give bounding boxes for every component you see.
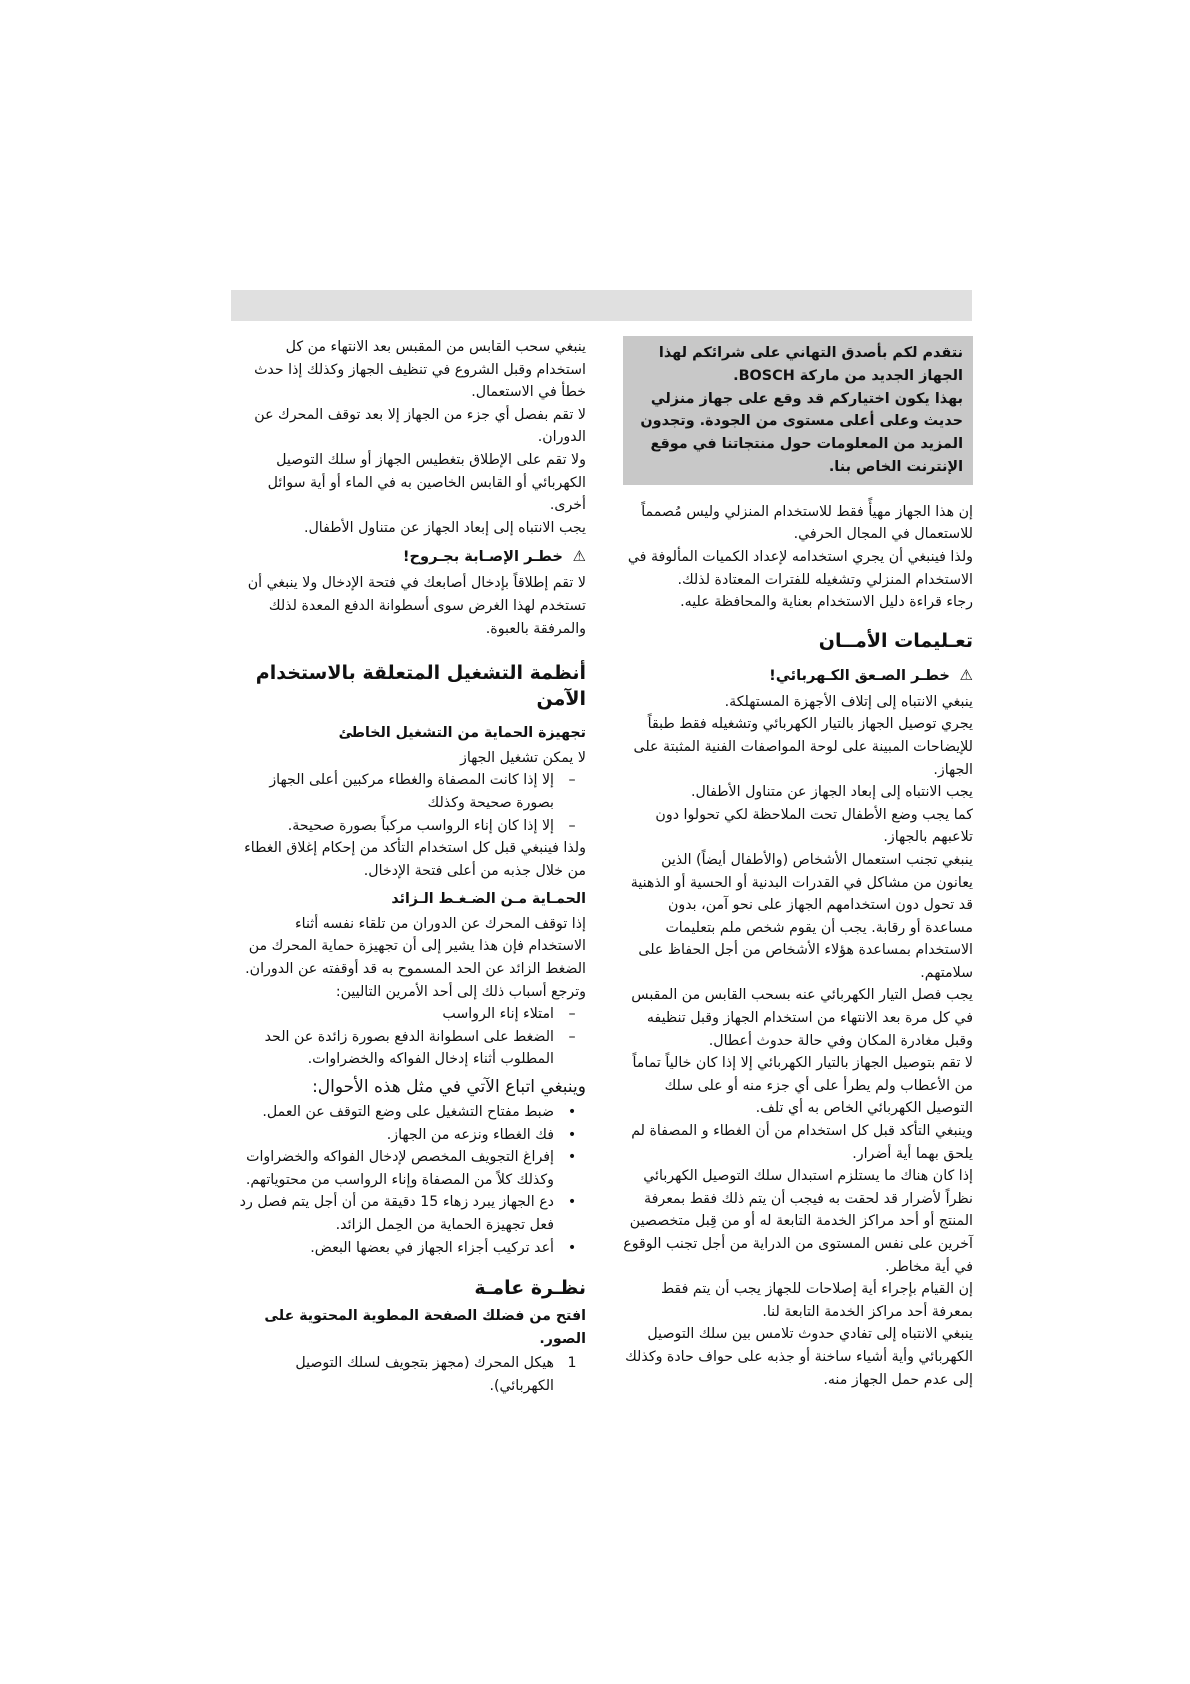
injury-warning: [236, 545, 586, 568]
usage-paragraph: رجاء قراءة دليل الاستخدام بعناية والمحافظة عليه.: [680, 594, 973, 611]
list-item: • ضبط مفتاح التشغيل على وضع التوقف عن العمل.: [236, 1101, 586, 1124]
list-item: • دع الجهاز يبرد زهاء 15 دقيقة من أن أجل يتم فصل رد فعل تجهيزة الحماية من الحِمل الزائد.: [236, 1191, 586, 1236]
protection-heading: تجهيزة الحماية من التشغيل الخاطئ: [338, 725, 586, 742]
safety-paragraph: ينبغي الانتباه إلى تفادي حدوث تلامس بين سلك التوصيل الكهربائي وأية أشياء ساخنة أو جذبه على حواف حادة وكذلك إلى عدم حمل الجهاز منه.: [625, 1326, 973, 1388]
usage-paragraph: ولذا فينبغي أن يجري استخدامه لإعداد الكميات المألوفة في الاستخدام المنزلي وتشغيله للفترات المعتادة لذلك.: [627, 548, 973, 588]
safety-paragraph: ينبغي الانتباه إلى إتلاف الأجهزة المستهلكة.: [724, 693, 973, 710]
overview-list: [236, 1352, 586, 1397]
cleaning-paragraph: يجب الانتباه إلى إبعاد الجهاز عن متناول الأطفال.: [303, 519, 586, 536]
safety-paragraph: يجري توصيل الجهاز بالتيار الكهربائي وتشغيله فقط طبقاً للإيضاحات المبينة على لوحة المواصفات الفنية المثبتة على الجهاز.: [633, 716, 973, 778]
safety-paragraph: يجب الانتباه إلى إبعاد الجهاز عن متناول الأطفال.: [690, 784, 973, 801]
cleaning-paragraph: ينبغي سحب القابس من المقبس بعد الانتهاء من كل استخدام وقبل الشروع في تنظيف الجهاز وكذلك إذا حدث خطأ في الاستعمال.: [254, 339, 586, 401]
right-column: [623, 336, 973, 1391]
intro-box: [623, 336, 973, 485]
item-number: 1: [567, 1355, 577, 1372]
bullet-icon: •: [567, 1149, 577, 1166]
safety-paragraph: وينبغي التأكد قبل كل استخدام من أن الغطاء و المصفاة لم يلحق بهما أية أضرار.: [631, 1123, 973, 1162]
injury-warning-text: خطـر الإصـابة بجـروح!: [402, 548, 563, 566]
list-item: • فك الغطاء ونزعه من الجهاز.: [236, 1124, 586, 1147]
cleaning-paragraph: لا تقم بفصل أي جزء من الجهاز إلا بعد توقف المحرك عن الدوران.: [254, 406, 586, 446]
list-item: – الضغط على اسطوانة الدفع بصورة زائدة عن الحد المطلوب أثناء إدخال الفواكه والخضراوات.: [236, 1026, 586, 1071]
cleaning-paragraph: ولا تقم على الإطلاق بتغطيس الجهاز أو سلك التوصيل الكهربائي أو القابس الخاصين به في الماء أو أية سوائل أخرى.: [267, 451, 586, 514]
safety-paragraph: يجب فصل التيار الكهربائي عنه بسحب القابس من المقبس في كل مرة بعد الانتهاء من استخدام الجهاز وقبل تنظيفه وقبل مغادرة المكان وفي حالة حدوث أعطال.: [631, 987, 973, 1049]
safety-paragraph: لا تقم بتوصيل الجهاز بالتيار الكهربائي إلا إذا كان خالياً تماماً من الأعطاب ولم يطرأ على أي جزء منه أو على سلك التوصيل الكهربائي الخاص به أي تلف.: [632, 1055, 973, 1117]
dash-icon: –: [568, 772, 576, 789]
injury-text: لا تقم إطلاقاً بإدخال أصابعك في فتحة الإدخال ولا ينبغي أن تستخدم لهذا الغرض سوى أسطوانة الدفع المعدة لذلك والمرفقة بالعبوة.: [247, 575, 586, 637]
usage-paragraph: إن هذا الجهاز مهيأً فقط للاستخدام المنزلي وليس مُصمماً للاستعمال في المجال الحرفي.: [641, 503, 973, 543]
overview-heading: نظـرة عامـة: [474, 1277, 586, 1300]
safety-paragraph: إن القيام بإجراء أية إصلاحات للجهاز يجب أن يتم فقط بمعرفة أحد مراكز الخدمة التابعة لنا.: [660, 1281, 973, 1320]
bullet-icon: •: [567, 1239, 577, 1256]
bullet-icon: •: [567, 1194, 577, 1211]
overload-heading: الحمـاية مـن الضـغـط الـزائد: [391, 891, 586, 908]
lid-check: ولذا فينبغي قبل كل استخدام التأكد من إحكام إغلاق الغطاء من خلال جذبه من أعلى فتحة الإدخال.: [244, 840, 586, 879]
left-column: [236, 336, 586, 1398]
list-item: 1 هيكل المحرك (مجهز بتجويف لسلك التوصيل الكهربائي).: [236, 1352, 586, 1397]
dash-icon: –: [568, 1028, 576, 1045]
safety-paragraph: ينبغي تجنب استعمال الأشخاص (والأطفال أيضاً) الذين يعانون من مشاكل في القدرات البدنية أو الحسية أو الذهنية قد تحول دون استخدامهم الجهاز على نحو آمن، بدون مساعدة أو رقابة. يجب أن يقوم شخص ملم بتعليمات الاستخدام بمساعدة هؤلاء الأشخاص من أجل الحفاظ على سلامتهم.: [630, 851, 973, 981]
overload-list: [236, 1003, 586, 1071]
list-item: • إفراغ التجويف المخصص لإدخال الفواكه والخضراوات وكذلك كلاً من المصفاة وإناء الرواسب من محتوياتهم.: [236, 1146, 586, 1191]
electric-warning-text: خطـر الصـعق الكـهربائي!: [769, 666, 950, 684]
list-item: • أعد تركيب أجزاء الجهاز في بعضها البعض.: [236, 1237, 586, 1260]
cannot-operate: لا يمكن تشغيل الجهاز: [459, 749, 586, 766]
bullet-icon: •: [567, 1104, 577, 1121]
dash-icon: –: [568, 1006, 576, 1023]
list-item: – إلا إذا كانت المصفاة والغطاء مركبين أعلى الجهاز بصورة صحيحة وكذلك: [236, 769, 586, 814]
cases-list: [236, 1101, 586, 1259]
safety-heading: تعـليمات الأمــان: [818, 629, 973, 652]
safety-paragraph: كما يجب وضع الأطفال تحت الملاحظة لكي تحولوا دون تلاعبهم بالجهاز.: [655, 806, 973, 846]
overview-intro: افتح من فضلك الصفحة المطوية المحتوية على الصور.: [264, 1308, 586, 1347]
header-bar: [231, 290, 972, 321]
list-item: – امتلاء إناء الرواسب: [236, 1003, 586, 1026]
intro-line: بهذا يكون اختياركم قد وقع على جهاز منزلي حديث وعلى أعلى مستوى من الجودة. وتجدون المزيد من المعلومات حول منتجاتنا في موقع الإنترنت الخاص بنا.: [640, 390, 963, 475]
cases-heading: وينبغي اتباع الآتي في مثل هذه الأحوال:: [312, 1077, 586, 1098]
intro-line: نتقدم لكم بأصدق التهاني على شرائكم لهذا الجهاز الجديد من ماركة BOSCH.: [658, 345, 963, 384]
electric-warning: [623, 664, 973, 687]
list-item: – إلا إذا كان إناء الرواسب مركباً بصورة صحيحة.: [236, 815, 586, 838]
warning-icon: ⚠: [572, 547, 586, 566]
dash-icon: –: [568, 817, 576, 834]
warning-icon: ⚠: [959, 665, 973, 684]
safety-paragraph: إذا كان هناك ما يستلزم استبدال سلك التوصيل الكهربائي نظراً لأضرار قد لحقت به فيجب أن يتم ذلك فقط بمعرفة المنتج أو أحد مراكز الخدمة التابعة له أو من قِبل متخصصين آخرين على نفس المستوى من الدراية من أجل تجنب الوقوع في أية مخاطر.: [623, 1168, 973, 1275]
cannot-operate-list: [236, 769, 586, 837]
bullet-icon: •: [567, 1126, 577, 1143]
systems-heading: أنظمة التشغيل المتعلقة بالاستخدام الآمن: [255, 662, 586, 711]
overload-text: إذا توقف المحرك عن الدوران من تلقاء نفسه أثناء الاستخدام فإن هذا يشير إلى أن تجهيزة حماية المحرك من الضغط الزائد عن الحد المسموح به قد أوقفته عن الدوران. وترجع أسباب ذلك إلى أحد الأمرين التاليين:: [245, 915, 586, 1000]
